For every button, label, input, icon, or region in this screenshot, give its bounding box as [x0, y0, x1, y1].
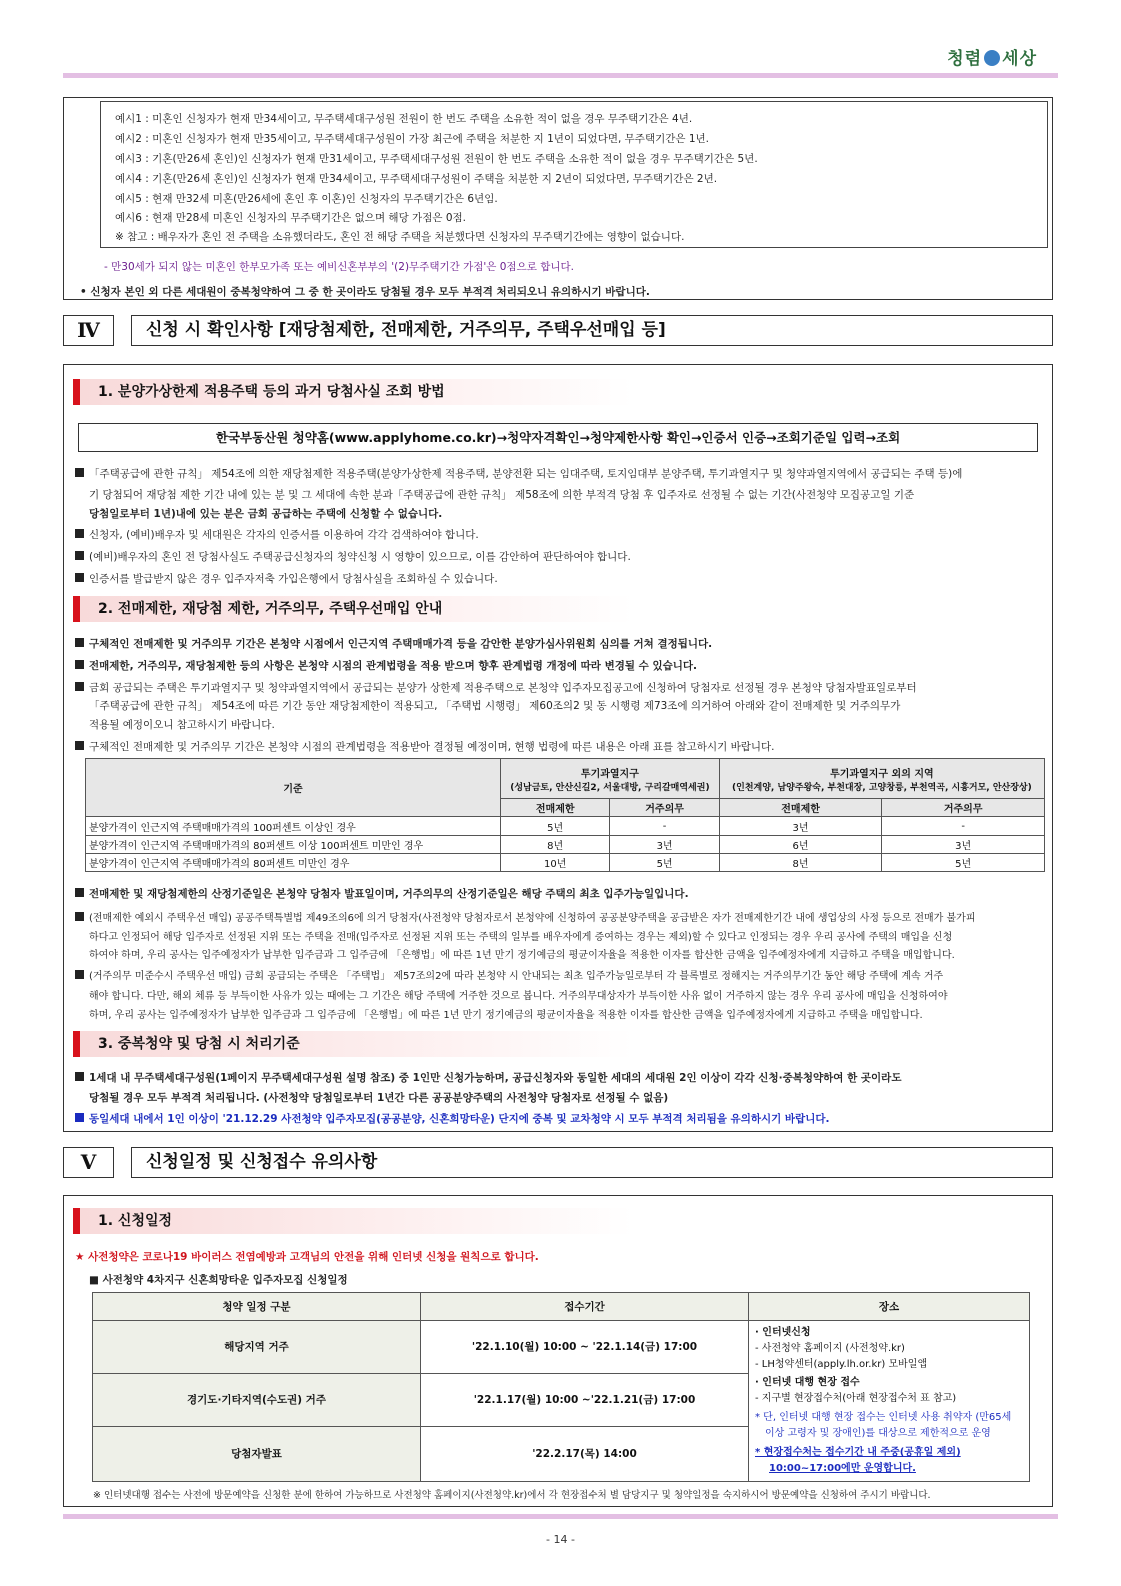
- square-bullet-icon: [75, 573, 84, 582]
- cell: '22.1.10(월) 10:00 ~ '22.1.14(금) 17:00: [421, 1321, 749, 1374]
- s1-line: (예비)배우자의 혼인 전 당첨사실도 주택공급신청자의 청약신청 시 영향이 있으므로, 이를 감안하여 판단하여야 합니다.: [75, 549, 631, 564]
- cell: 5년: [610, 854, 719, 872]
- s3-line: 1세대 내 무주택세대구성원(1페이지 무주택세대구성원 설명 참조) 중 1인만 신청가능하며, 공급신청자와 동일한 세대의 세대원 2인 이상이 각각 신청·중복청약하여 한 곳이라도: [75, 1070, 901, 1085]
- th-residence: 거주의무: [882, 799, 1045, 817]
- square-bullet-icon: [75, 682, 84, 691]
- cell: 분양가격이 인근지역 주택매매가격의 80퍼센트 미만인 경우: [86, 854, 501, 872]
- square-bullet-icon: [75, 551, 84, 560]
- s2-after-line: 하며, 우리 공사는 입주예정자가 납부한 입주금과 그 입주금에 「은행법」에 따른 1년 만기 정기예금의 평균이자율을 적용한 이자를 합산한 금액을 입주예정자에게 지급하고 주택을 매입합니다.: [89, 1010, 923, 1021]
- s1-line: 신청자, (예비)배우자 및 세대원은 각자의 인증서를 이용하여 각각 검색하여야 합니다.: [75, 527, 479, 542]
- resale-residence-table: [85, 758, 1045, 872]
- s2-after-line: 해야 합니다. 다만, 해외 체류 등 부득이한 사유가 있는 때에는 그 기간은 해당 주택에 거주한 것으로 봅니다. 거주의무대상자가 부득이한 사유 없이 거주하지 않는 경우 우리 공사에 매입을 신청하여야: [89, 991, 948, 1002]
- logo-emblem-icon: [984, 50, 1000, 66]
- table-row: [86, 854, 1045, 872]
- example-line: 예시5 : 현재 만32세 미혼(만26세에 혼인 후 이혼)인 신청자의 무주택기간은 6년임.: [115, 193, 498, 205]
- cell: 3년: [719, 817, 882, 836]
- s2-after-line: 하여야 하며, 우리 공사는 입주예정자가 납부한 입주금과 그 입주금에 「은행법」에 따른 1년 만기 정기예금의 평균이자율을 적용한 이자를 합산한 금액을 입주예정자에게 지급하고 주택을 매입합니다.: [89, 950, 955, 961]
- square-bullet-icon: [75, 1113, 84, 1122]
- example-line: 예시4 : 기혼(만26세 혼인)인 신청자가 현재 만34세이고, 무주택세대구성원이 주택을 처분한 지 2년이 되었다면, 무주택기간은 2년.: [115, 173, 718, 185]
- table-row: [86, 817, 1045, 836]
- footnote: ※ 인터넷대행 접수는 사전에 방문예약을 신청한 분에 한하여 가능하므로 사전청약 홈페이지(사전청약.kr)에서 각 현장접수처 별 담당지구 및 청약일정을 숙지하시어 방문예약을 신청하여 주시기 바랍니다.: [93, 1490, 931, 1501]
- schedule-table: [92, 1292, 1030, 1482]
- s1-line: 「주택공급에 관한 규칙」 제54조에 의한 재당첨제한 적용주택(분양가상한제 적용주택, 분양전환 되는 임대주택, 토지임대부 분양주택, 투기과열지구 및 청약과열지역에서 공급되는 주택 등)에: [75, 466, 962, 481]
- s1-line: 인증서를 발급받지 않은 경우 입주자저축 가입은행에서 당첨사실을 조회하실 수 있습니다.: [75, 571, 498, 586]
- s2-line: 구체적인 전매제한 및 거주의무 기간은 본청약 시점에서 인근지역 주택매매가격 등을 감안한 분양가심사위원회 심의를 거쳐 결정됩니다.: [75, 636, 712, 651]
- th-zone1: 투기과열지구 (성남금토, 안산신길2, 서울대방, 구리갈매역세권): [501, 759, 720, 799]
- th-period: 접수기간: [421, 1293, 749, 1321]
- square-bullet-icon: [75, 638, 84, 647]
- page-number: - 14 -: [546, 1533, 575, 1546]
- th-residence: 거주의무: [610, 799, 719, 817]
- subsection-4-2-title: 2. 전매제한, 재당첨 제한, 거주의무, 주택우선매입 안내: [73, 596, 633, 622]
- lookup-flow: 한국부동산원 청약홈(www.applyhome.co.kr)→청약자격확인→청약제한사항 확인→인증서 인증→조회기준일 입력→조회: [78, 423, 1038, 452]
- th-base: 기준: [86, 759, 501, 817]
- cell: 8년: [501, 836, 610, 854]
- square-bullet-icon: [75, 1072, 84, 1081]
- s2-line: 전매제한, 거주의무, 재당첨제한 등의 사항은 본청약 시점의 관계법령을 적용 받으며 향후 관계법령 개정에 따라 변경될 수 있습니다.: [75, 658, 697, 673]
- cell: 3년: [610, 836, 719, 854]
- section-4-number: Ⅳ: [63, 315, 114, 346]
- square-bullet-icon: [75, 912, 84, 921]
- example-line: ※ 참고 : 배우자가 혼인 전 주택을 소유했더라도, 혼인 전 해당 주택을 처분했다면 신청자의 무주택기간에는 영향이 없습니다.: [115, 231, 685, 243]
- top-divider: [63, 73, 1058, 78]
- bottom-divider: [63, 1514, 1058, 1519]
- section-5-title: 신청일정 및 신청접수 유의사항: [131, 1147, 1053, 1178]
- th-place: 장소: [749, 1293, 1030, 1321]
- logo: 청렴 세상: [947, 49, 1037, 69]
- example-line: 예시2 : 미혼인 신청자가 현재 만35세이고, 무주택세대구성원이 가장 최근에 주택을 처분한 지 1년이 되었다면, 무주택기간은 1년.: [115, 133, 710, 145]
- square-bullet-icon: [75, 970, 84, 979]
- s3-line: 동일세대 내에서 1인 이상이 '21.12.29 사전청약 입주자모집(공공분양, 신혼희망타운) 단지에 중복 및 교차청약 시 모두 부적격 처리됨을 유의하시기 바랍니다.: [75, 1111, 830, 1126]
- cell: 분양가격이 인근지역 주택매매가격의 80퍼센트 이상 100퍼센트 미만인 경우: [86, 836, 501, 854]
- s1-line: 당첨일로부터 1년)내에 있는 분은 금회 공급하는 주택에 신청할 수 없습니다.: [89, 508, 443, 520]
- cell: '22.2.17(목) 14:00: [421, 1426, 749, 1481]
- th-type: 청약 일정 구분: [93, 1293, 421, 1321]
- cell: 해당지역 거주: [93, 1321, 421, 1374]
- subsection-4-3-title: 3. 중복청약 및 당첨 시 처리기준: [73, 1031, 633, 1057]
- th-resale: 전매제한: [501, 799, 610, 817]
- cell: 6년: [719, 836, 882, 854]
- example-line: 예시6 : 현재 만28세 미혼인 신청자의 무주택기간은 없으며 해당 가점은 0점.: [115, 212, 466, 224]
- place-cell: · 인터넷신청 - 사전청약 홈페이지 (사전청약.kr) - LH청약센터(apply.lh.or.kr) 모바일앱 · 인터넷 대행 현장 접수 - 지구별 현장접수처(아래 현장접수처 표 참고) * 단, 인터넷 대행 현장 접수는 인터넷 사용 취약자 (만65세 이상 고령자 및 장애인)를 대상으로 제한적으로 운영 * 현장접수처는 접수기간 내 주중(공휴일 제외) 10:00~17:00에만 운영합니다.: [749, 1321, 1030, 1482]
- cell: 3년: [882, 836, 1045, 854]
- square-bullet-icon: [75, 468, 84, 477]
- s2-after-line: 전매제한 및 재당첨제한의 산정기준일은 본청약 당첨자 발표일이며, 거주의무의 산정기준일은 해당 주택의 최초 입주가능일입니다.: [75, 886, 689, 901]
- cell: 10년: [501, 854, 610, 872]
- th-zone2: 투기과열지구 외의 지역 (인천계양, 남양주왕숙, 부천대장, 고양창릉, 부천역곡, 시흥거모, 안산장상): [719, 759, 1044, 799]
- online-notice: ★ 사전청약은 코로나19 바이러스 전염예방과 고객님의 안전을 위해 인터넷 신청을 원칙으로 합니다.: [75, 1251, 539, 1263]
- subsection-5-1-title: 1. 신청일정: [73, 1208, 633, 1234]
- s1-line: 기 당첨되어 재당첨 제한 기간 내에 있는 분 및 그 세대에 속한 분과「주택공급에 관한 규칙」 제58조에 의한 부적격 당첨 후 입주자로 선정될 수 없는 기간(사전청약 모집공고일 기준: [89, 489, 915, 501]
- note-duplicate: • 신청자 본인 외 다른 세대원이 중복청약하여 그 중 한 곳이라도 당첨될 경우 모두 부적격 처리되오니 유의하시기 바랍니다.: [80, 286, 650, 298]
- section-4-title: 신청 시 확인사항 [재당첨제한, 전매제한, 거주의무, 주택우선매입 등]: [131, 315, 1053, 346]
- schedule-table-title: ■ 사전청약 4차지구 신혼희망타운 입주자모집 신청일정: [89, 1274, 348, 1286]
- s2-line: 「주택공급에 관한 규칙」 제54조에 따른 기간 동안 재당첨제한이 적용되고, 「주택법 시행령」 제60조의2 및 동 시행령 제73조에 의거하여 아래와 같이 전매제한 및 거주의무가: [89, 700, 901, 712]
- s2-line: 적용될 예정이오니 참고하시기 바랍니다.: [89, 719, 275, 731]
- square-bullet-icon: [75, 660, 84, 669]
- square-bullet-icon: [75, 741, 84, 750]
- cell: '22.1.17(월) 10:00 ~'22.1.21(금) 17:00: [421, 1373, 749, 1426]
- s2-line: 구체적인 전매제한 및 거주의무 기간은 본청약 시점의 관계법령을 적용받아 결정될 예정이며, 현행 법령에 따른 내용은 아래 표를 참고하시기 바랍니다.: [75, 739, 774, 754]
- cell: -: [610, 817, 719, 836]
- section-5-number: Ⅴ: [63, 1147, 114, 1178]
- s2-line: 금회 공급되는 주택은 투기과열지구 및 청약과열지역에서 공급되는 분양가 상한제 적용주택으로 본청약 입주자모집공고에 신청하여 당첨자로 선정될 경우 본청약 당첨자발표일로부터: [75, 680, 917, 695]
- example-line: 예시3 : 기혼(만26세 혼인)인 신청자가 현재 만31세이고, 무주택세대구성원 전원이 한 번도 주택을 소유한 적이 없을 경우 무주택기간은 5년.: [115, 153, 758, 165]
- s3-line: 당첨될 경우 모두 부적격 처리됩니다. (사전청약 당첨일로부터 1년간 다른 공공분양주택의 사전청약 당첨자로 선정될 수 없음): [89, 1092, 669, 1104]
- subsection-4-1-title: 1. 분양가상한제 적용주택 등의 과거 당첨사실 조회 방법: [73, 379, 633, 405]
- s2-after-line: 하다고 인정되어 해당 입주자로 선정된 지위 또는 주택을 전매(입주자로 선정된 지위 또는 주택의 일부를 배우자에게 증여하는 경우는 제외)할 수 있다고 인정되는 경우 우리 공사에 주택의 매입을 신청: [89, 932, 953, 943]
- square-bullet-icon: [75, 529, 84, 538]
- square-bullet-icon: [75, 888, 84, 897]
- cell: -: [882, 817, 1045, 836]
- table-row: [93, 1321, 1030, 1374]
- cell: 경기도·기타지역(수도권) 거주: [93, 1373, 421, 1426]
- cell: 당첨자발표: [93, 1426, 421, 1481]
- th-resale: 전매제한: [719, 799, 882, 817]
- s2-after-line: (전매제한 예외시 주택우선 매입) 공공주택특별법 제49조의6에 의거 당첨자(사전청약 당첨자로서 본청약에 신청하여 공공분양주택을 공급받은 자가 전매제한기간 내에 생업상의 사정 등으로 전매가 불가피: [75, 909, 975, 924]
- s2-after-line: (거주의무 미준수시 주택우선 매입) 금회 공급되는 주택은 「주택법」 제57조의2에 따라 본청약 시 안내되는 최초 입주가능일로부터 각 블록별로 정해지는 거주의무기간 동안 해당 주택에 계속 거주: [75, 967, 943, 982]
- cell: 분양가격이 인근지역 주택매매가격의 100퍼센트 이상인 경우: [86, 817, 501, 836]
- cell: 8년: [719, 854, 882, 872]
- example-line: 예시1 : 미혼인 신청자가 현재 만34세이고, 무주택세대구성원 전원이 한 번도 주택을 소유한 적이 없을 경우 무주택기간은 4년.: [115, 113, 693, 125]
- section-4-header: [63, 315, 1053, 346]
- table-row: [86, 836, 1045, 854]
- cell: 5년: [501, 817, 610, 836]
- note-single-parent: - 만30세가 되지 않는 미혼인 한부모가족 또는 예비신혼부부의 '(2)무주택기간 가점'은 0점으로 합니다.: [104, 261, 574, 273]
- section-5-header: [63, 1147, 1053, 1178]
- cell: 5년: [882, 854, 1045, 872]
